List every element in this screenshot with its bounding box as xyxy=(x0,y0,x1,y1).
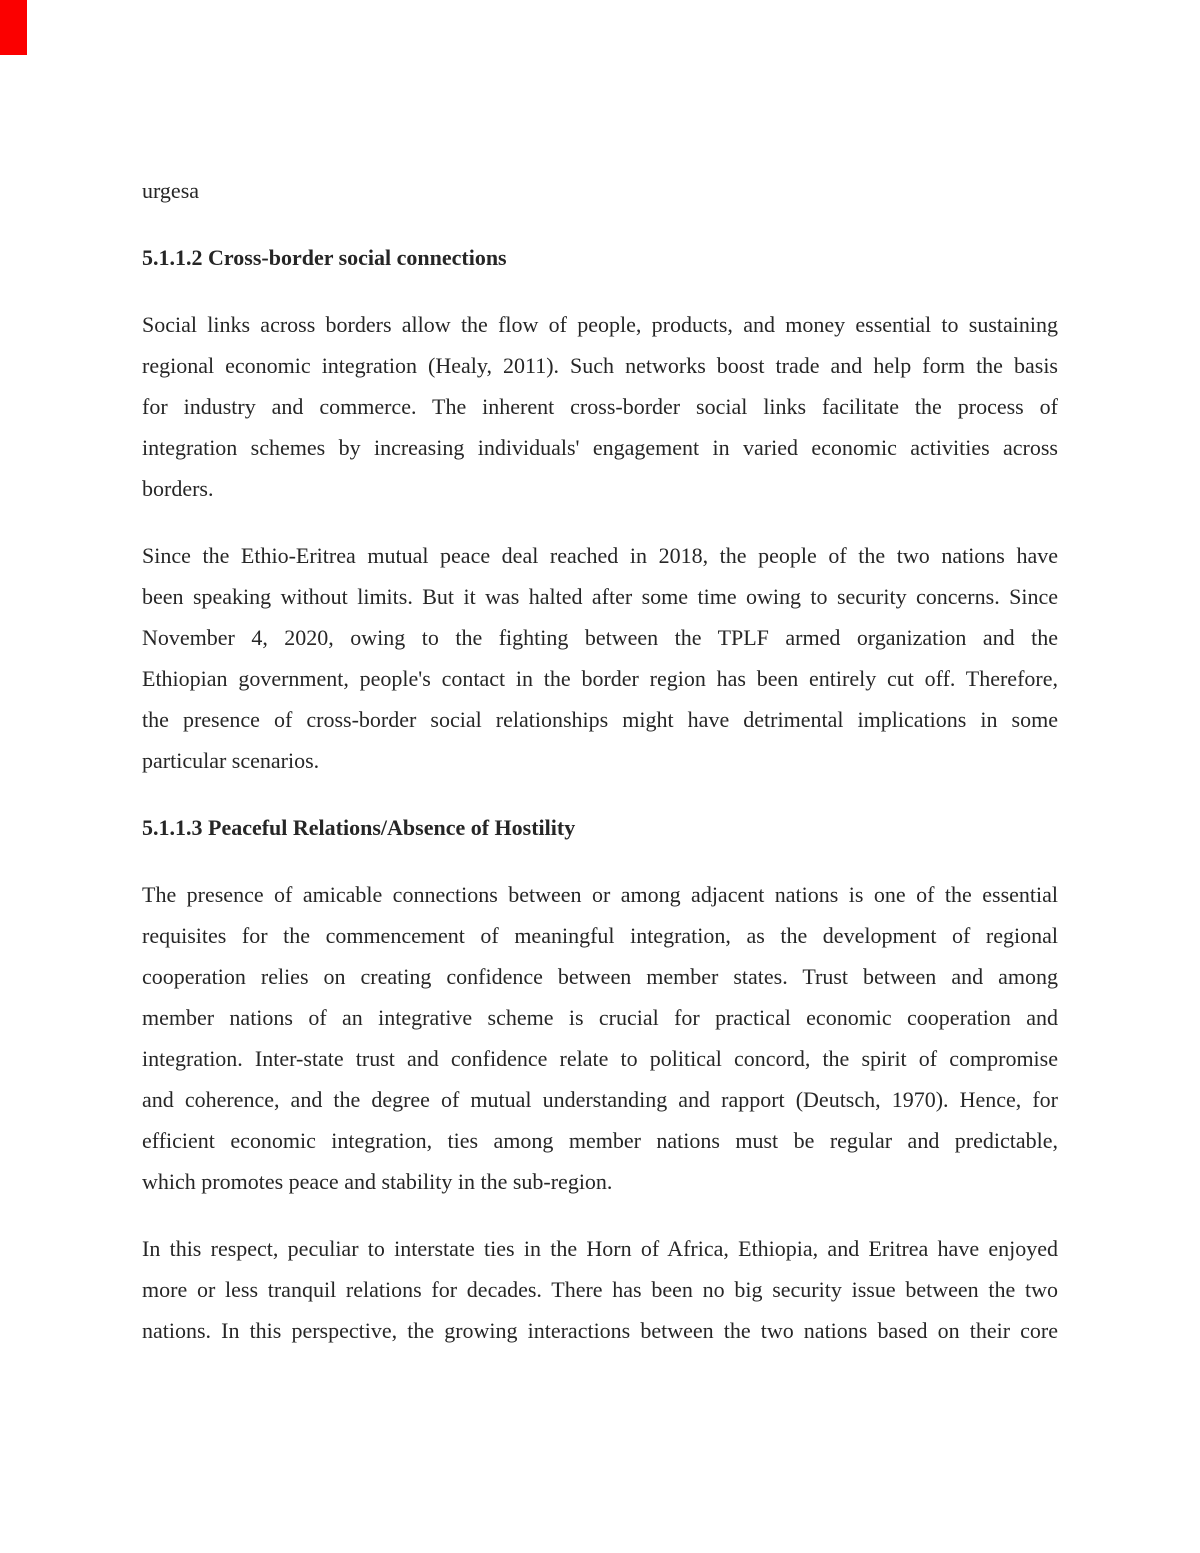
paragraph-horn-of-africa-ties xyxy=(142,1228,1058,1351)
text-line: In this respect, peculiar to interstate ties in the Horn of Africa, Ethiopia, and Eritrea have enjoyed xyxy=(142,1236,1058,1261)
text-line: cooperation relies on creating confidence between member states. Trust between and among xyxy=(142,964,1058,989)
text-line: requisites for the commencement of meaningful integration, as the development of regional xyxy=(142,923,1058,948)
text-line: The presence of amicable connections between or among adjacent nations is one of the essential xyxy=(142,882,1058,907)
text-line: and coherence, and the degree of mutual understanding and rapport (Deutsch, 1970). Hence, for xyxy=(142,1087,1058,1112)
paragraph-ethio-eritrea-peace xyxy=(142,535,1058,781)
text-line: for industry and commerce. The inherent cross-border social links facilitate the process of xyxy=(142,394,1058,419)
text-line: efficient economic integration, ties among member nations must be regular and predictable, xyxy=(142,1128,1058,1153)
section-heading-5-1-1-3: 5.1.1.3 Peaceful Relations/Absence of Hostility xyxy=(142,815,576,840)
text-line: Since the Ethio-Eritrea mutual peace deal reached in 2018, the people of the two nations have xyxy=(142,543,1058,568)
text-line: member nations of an integrative scheme is crucial for practical economic cooperation and xyxy=(142,1005,1058,1030)
text-line: Ethiopian government, people's contact in the border region has been entirely cut off. Therefore, xyxy=(142,666,1058,691)
text-line: November 4, 2020, owing to the fighting between the TPLF armed organization and the xyxy=(142,625,1058,650)
text-line: more or less tranquil relations for decades. There has been no big security issue between the two xyxy=(142,1277,1058,1302)
section-heading-5-1-1-2: 5.1.1.2 Cross-border social connections xyxy=(142,245,507,270)
text-line: regional economic integration (Healy, 2011). Such networks boost trade and help form the basis xyxy=(142,353,1058,378)
document-page xyxy=(142,170,1058,1377)
text-line: nations. In this perspective, the growing interactions between the two nations based on their core xyxy=(142,1318,1058,1343)
text-line: been speaking without limits. But it was halted after some time owing to security concerns. Since xyxy=(142,584,1058,609)
author-name-text: urgesa xyxy=(142,178,200,203)
text-line: particular scenarios. xyxy=(142,748,320,773)
paragraph-cross-border-social xyxy=(142,304,1058,509)
text-line: the presence of cross-border social relationships might have detrimental implications in some xyxy=(142,707,1058,732)
text-line: which promotes peace and stability in the sub-region. xyxy=(142,1169,613,1194)
text-line: integration schemes by increasing individuals' engagement in varied economic activities across xyxy=(142,435,1058,460)
text-line: Social links across borders allow the flow of people, products, and money essential to sustaining xyxy=(142,312,1058,337)
paragraph-peaceful-relations xyxy=(142,874,1058,1202)
text-line: borders. xyxy=(142,476,214,501)
text-line: integration. Inter-state trust and confidence relate to political concord, the spirit of compromise xyxy=(142,1046,1058,1071)
red-corner-marker xyxy=(0,0,27,55)
